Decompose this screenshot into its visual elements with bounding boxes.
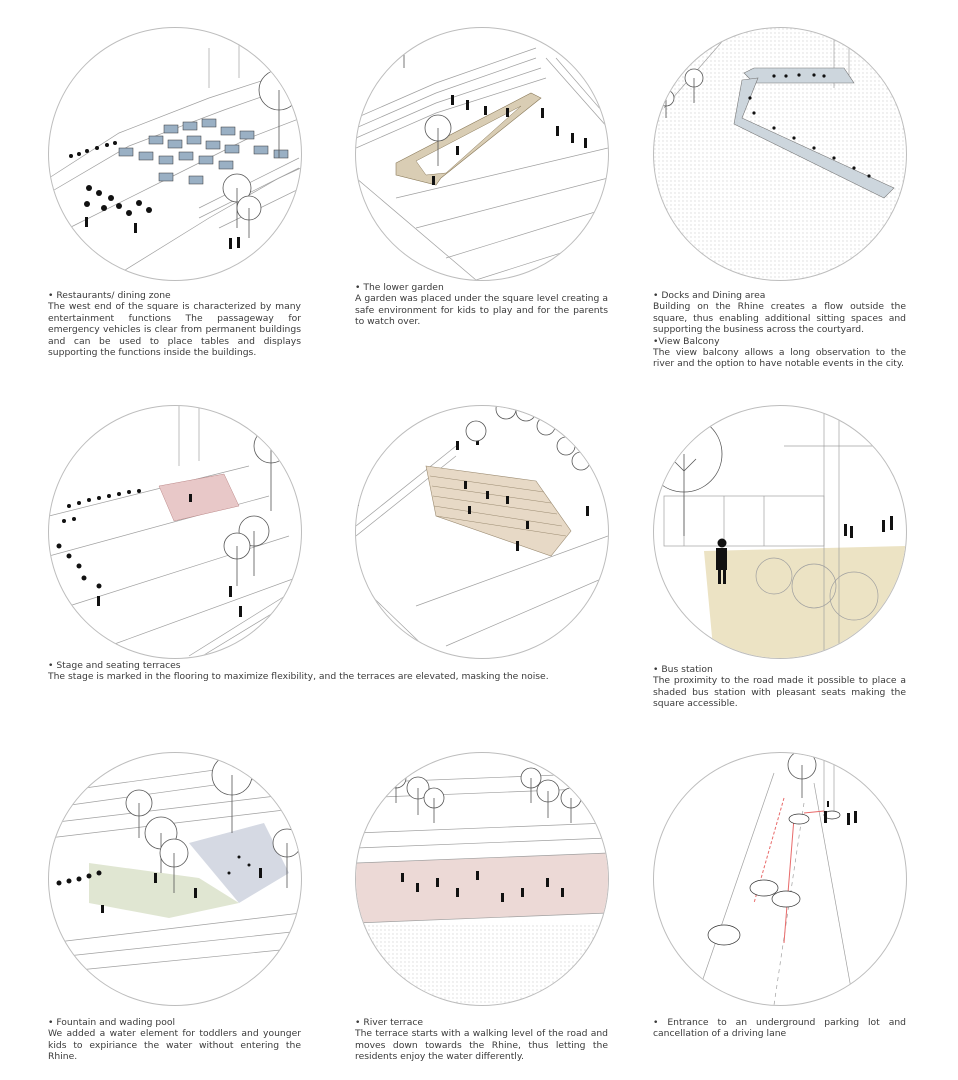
illustration-seating-terraces (355, 405, 609, 659)
caption-lower-garden (355, 282, 608, 328)
caption-heading: • Fountain and wading pool (48, 1017, 176, 1028)
caption-heading-view-balcony: •View Balcony (653, 335, 720, 347)
caption-body-view-balcony: The view balcony allows a long observation to the river and the option to have notable events in the city. (653, 347, 906, 370)
illustration-bus-station (653, 405, 907, 659)
caption-body: The west end of the square is characterized by many entertainment functions The passageway for emergency vehicles is clear from permanent buildings and can be used to place tables and displays supporting the functions inside the buildings. (48, 301, 301, 359)
caption-heading: • River terrace (355, 1017, 424, 1028)
caption-docks (653, 290, 906, 370)
illustration-docks (653, 27, 907, 281)
caption-body: The proximity to the road made it possible to place a shaded bus station with pleasant seats making the square accessible. (653, 675, 906, 710)
caption-fountain (48, 1017, 301, 1063)
caption-stage (48, 660, 608, 683)
caption-body: Building on the Rhine creates a flow outside the square, thus enabling additional sitting spaces and supporting the business across the courtyard. (653, 301, 906, 336)
caption-parking (653, 1017, 906, 1040)
caption-heading: • Restaurants/ dining zone (48, 290, 171, 301)
caption-river-terrace (355, 1017, 608, 1063)
caption-heading: • Docks and Dining area (653, 290, 766, 301)
caption-body: We added a water element for toddlers and younger kids to expiriance the water without entering the Rhine. (48, 1028, 301, 1063)
caption-heading: • Bus station (653, 664, 713, 675)
caption-body: The stage is marked in the flooring to maximize flexibility, and the terraces are elevated, masking the noise. (48, 671, 549, 683)
caption-heading: • Entrance to an underground parking lot and cancellation of a driving lane (653, 1017, 906, 1040)
illustration-parking-entrance (653, 752, 907, 1006)
caption-heading: • Stage and seating terraces (48, 660, 181, 671)
caption-restaurants (48, 290, 301, 358)
illustration-stage (48, 405, 302, 659)
illustration-lower-garden (355, 27, 609, 281)
caption-bus-station (653, 664, 906, 710)
caption-body: The terrace starts with a walking level of the road and moves down towards the Rhine, thus letting the residents enjoy the water differently. (355, 1028, 608, 1063)
illustration-restaurants (48, 27, 302, 281)
illustration-river-terrace (355, 752, 609, 1006)
caption-body: A garden was placed under the square level creating a safe environment for kids to play and for the parents to watch over. (355, 293, 608, 328)
illustration-fountain (48, 752, 302, 1006)
caption-heading: • The lower garden (355, 282, 444, 293)
